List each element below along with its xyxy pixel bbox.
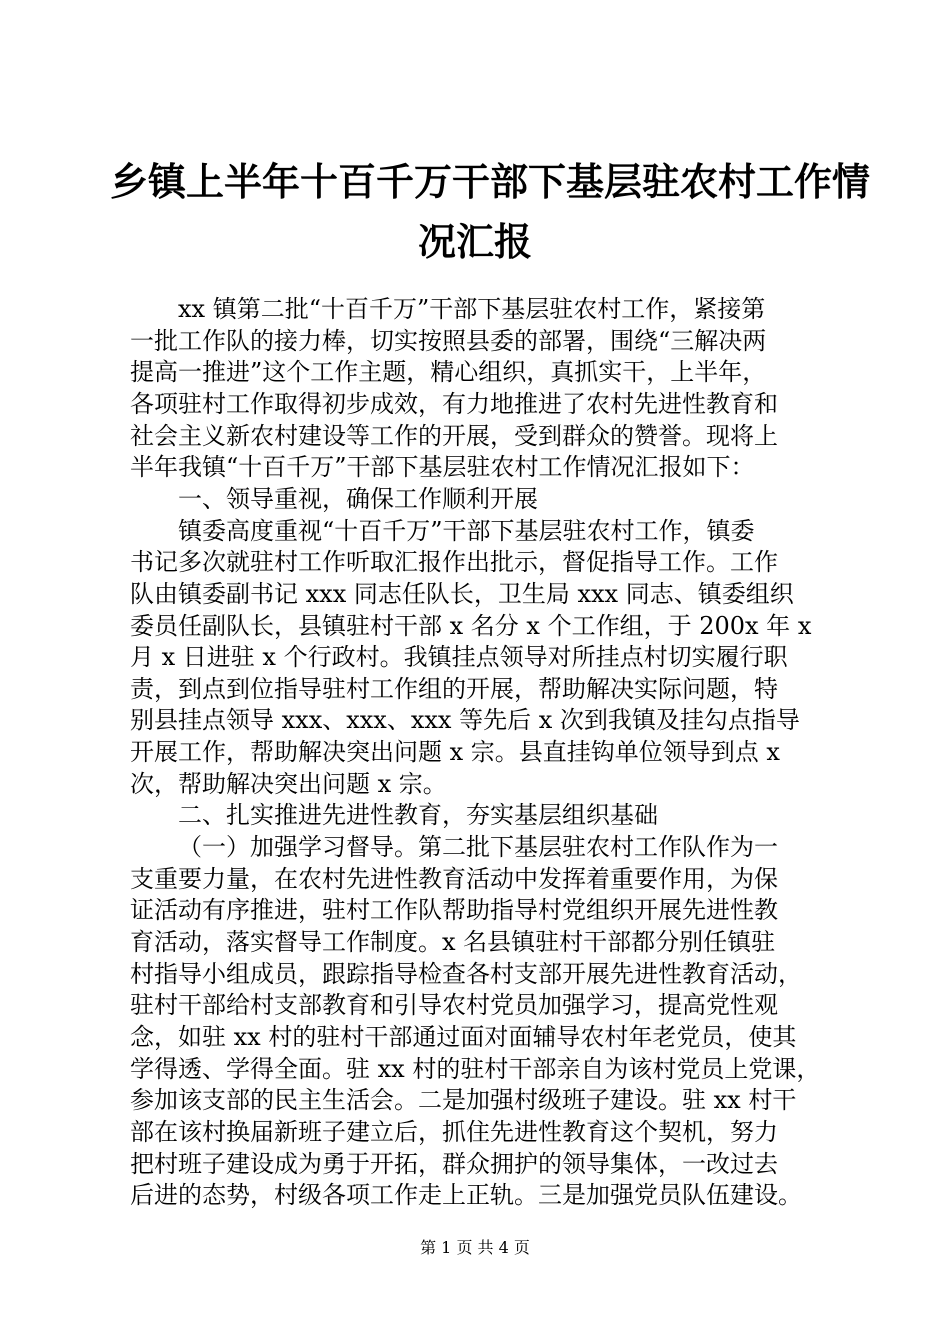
body-line: 念，如驻 xx 村的驻村干部通过面对面辅导农村年老党员，使其 (130, 1023, 797, 1051)
body-line: 村指导小组成员，跟踪指导检查各村支部开展先进性教育活动， (130, 960, 802, 988)
body-line: 别县挂点领导 xxx、xxx、xxx 等先后 x 次到我镇及挂勾点指导 (130, 706, 800, 734)
body-line: 社会主义新农村建设等工作的开展，受到群众的赞誉。现将上 (130, 422, 778, 450)
body-line: 开展工作，帮助解决突出问题 x 宗。县直挂钩单位领导到点 x (130, 738, 780, 766)
body-line: 提高一推进”这个工作主题，精心组织，真抓实干，上半年， (130, 358, 767, 386)
body-line: 参加该支部的民主生活会。二是加强村级班子建设。驻 xx 村干 (130, 1086, 797, 1114)
body-line: 镇委高度重视“十百千万”干部下基层驻农村工作，镇委 (178, 517, 755, 545)
body-line: 月 x 日进驻 x 个行政村。我镇挂点领导对所挂点村切实履行职 (130, 643, 788, 671)
body-line: 育活动，落实督导工作制度。x 名县镇驻村干部都分别任镇驻 (130, 928, 776, 956)
body-line: 半年我镇“十百千万”干部下基层驻农村工作情况汇报如下： (130, 453, 755, 481)
body-line: 部在该村换届新班子建立后，抓住先进性教育这个契机，努力 (130, 1118, 778, 1146)
page-footer: 第 1 页 共 4 页 (420, 1238, 530, 1257)
body-line: 证活动有序推进，驻村工作队帮助指导村党组织开展先进性教 (130, 896, 778, 924)
body-line: 驻村干部给村支部教育和引导农村党员加强学习，提高党性观 (130, 991, 778, 1019)
body-line: xx 镇第二批“十百千万”干部下基层驻农村工作，紧接第 (178, 295, 766, 323)
body-line: 次，帮助解决突出问题 x 宗。 (130, 770, 447, 798)
section-heading-1: 一、领导重视，确保工作顺利开展 (178, 485, 538, 513)
body-line: 把村班子建设成为勇于开拓，群众拥护的领导集体，一改过去 (130, 1150, 778, 1178)
body-line: 学得透、学得全面。驻 xx 村的驻村干部亲自为该村党员上党课， (130, 1055, 821, 1083)
section-heading-2: 二、扎实推进先进性教育，夯实基层组织基础 (178, 801, 658, 829)
body-line: （一）加强学习督导。第二批下基层驻农村工作队作为一 (178, 833, 778, 861)
document-title-line-2: 况汇报 (417, 220, 532, 264)
body-line: 后进的态势，村级各项工作走上正轨。三是加强党员队伍建设。 (130, 1181, 802, 1209)
body-line: 一批工作队的接力棒，切实按照县委的部署，围绕“三解决两 (130, 327, 767, 355)
body-line: 支重要力量，在农村先进性教育活动中发挥着重要作用，为保 (130, 865, 778, 893)
body-line: 书记多次就驻村工作听取汇报作出批示，督促指导工作。工作 (130, 548, 778, 576)
body-line: 委员任副队长，县镇驻村干部 x 名分 x 个工作组，于 200x 年 x (130, 612, 812, 640)
body-line: 责，到点到位指导驻村工作组的开展，帮助解决实际问题，特 (130, 675, 778, 703)
body-line: 各项驻村工作取得初步成效，有力地推进了农村先进性教育和 (130, 390, 778, 418)
body-line: 队由镇委副书记 xxx 同志任队长，卫生局 xxx 同志、镇委组织 (130, 580, 794, 608)
document-title-line-1: 乡镇上半年十百千万干部下基层驻农村工作情 (110, 160, 871, 204)
